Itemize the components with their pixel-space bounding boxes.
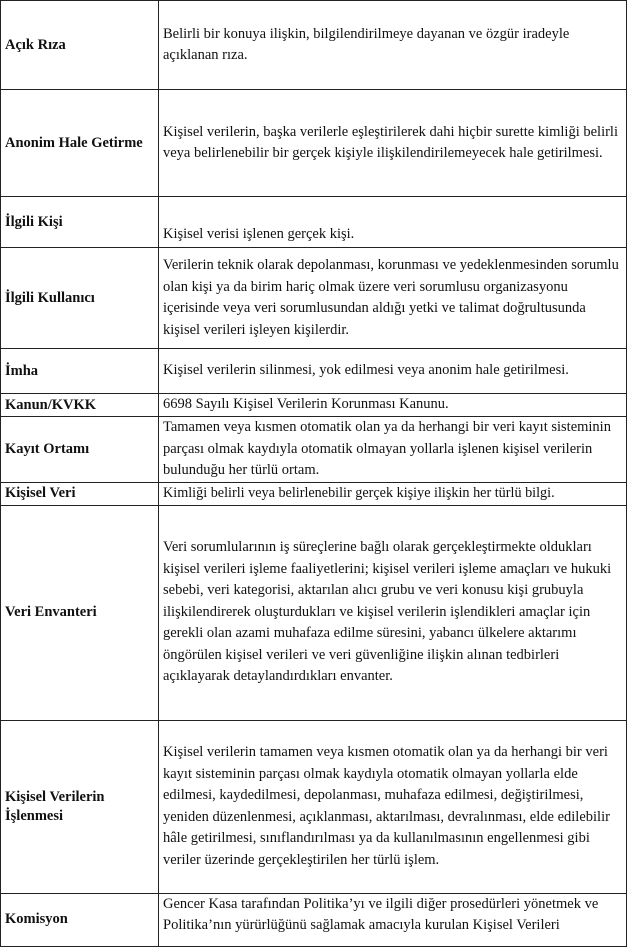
definition-cell: Veri sorumlularının iş süreçlerine bağlı olarak gerçekleştirmekte oldukları kişisel verileri işleme faaliyetlerini; kişisel verileri işleme amaçları ve hukuki sebebi, veri kategorisi, aktarılan alıcı grubu ve veri konusu kişi grubuyla ilişkilendirerek oluşturdukları ve kişisel verilerin işlendikleri amaçlar için gerekli olan azami muhafaza edilme süresini, yabancı ülkelere aktarımı öngörülen kişisel verileri ve veri güvenliğine ilişkin alınan tedbirleri açıklayarak detaylandırdıkları envanter. bbox=[159, 505, 627, 720]
term-cell: Veri Envanteri bbox=[1, 505, 159, 720]
definition-row bbox=[1, 893, 627, 946]
definition-cell: Kişisel verisi işlenen gerçek kişi. bbox=[159, 197, 627, 248]
definition-row bbox=[1, 482, 627, 505]
term-cell: Komisyon bbox=[1, 893, 159, 946]
definition-row bbox=[1, 248, 627, 349]
definition-row bbox=[1, 349, 627, 394]
term-cell: Kişisel Veri bbox=[1, 482, 159, 505]
term-cell: İlgili Kişi bbox=[1, 197, 159, 248]
definition-row bbox=[1, 417, 627, 483]
term-cell: İlgili Kullanıcı bbox=[1, 248, 159, 349]
term-cell: Anonim Hale Getirme bbox=[1, 90, 159, 197]
definition-cell: Gencer Kasa tarafından Politika’yı ve ilgili diğer prosedürleri yönetmek ve Politika’nın yürürlüğünü sağlamak amacıyla kurulan Kişisel Verileri bbox=[159, 893, 627, 946]
term-cell: İmha bbox=[1, 349, 159, 394]
term-cell: Kayıt Ortamı bbox=[1, 417, 159, 483]
definition-cell: Verilerin teknik olarak depolanması, korunması ve yedeklenmesinden sorumlu olan kişi ya da birim hariç olmak üzere veri sorumlusu organizasyonu içerisinde veya veri sorumlusundan aldığı yetki ve talimat doğrultusunda kişisel verileri işleyen kişilerdir. bbox=[159, 248, 627, 349]
definition-cell: Kişisel verilerin tamamen veya kısmen otomatik olan ya da herhangi bir veri kayıt sisteminin parçası olmak kaydıyla otomatik olmayan yollarla elde edilmesi, kaydedilmesi, depolanması, muhafaza edilmesi, değiştirilmesi, yeniden düzenlenmesi, açıklanması, aktarılması, devralınması, elde edilebilir hâle getirilmesi, sınıflandırılması ya da kullanılmasının engellenmesi gibi veriler üzerinde gerçekleştirilen her türlü işlem. bbox=[159, 720, 627, 893]
definition-cell: Kişisel verilerin, başka verilerle eşleştirilerek dahi hiçbir surette kimliği belirli veya belirlenebilir bir gerçek kişiyle ilişkilendirilemeyecek hale getirilmesi. bbox=[159, 90, 627, 197]
definition-cell: Kişisel verilerin silinmesi, yok edilmesi veya anonim hale getirilmesi. bbox=[159, 349, 627, 394]
definition-row bbox=[1, 1, 627, 90]
term-cell: Kanun/KVKK bbox=[1, 394, 159, 417]
term-cell: Açık Rıza bbox=[1, 1, 159, 90]
definition-cell: Belirli bir konuya ilişkin, bilgilendirilmeye dayanan ve özgür iradeyle açıklanan rıza. bbox=[159, 1, 627, 90]
definition-cell: Kimliği belirli veya belirlenebilir gerçek kişiye ilişkin her türlü bilgi. bbox=[159, 482, 627, 505]
definition-row bbox=[1, 90, 627, 197]
definition-cell: Tamamen veya kısmen otomatik olan ya da herhangi bir veri kayıt sisteminin parçası olmak kaydıyla otomatik olmayan yollarla işlenen kişisel verilerin bulunduğu her türlü ortam. bbox=[159, 417, 627, 483]
definition-row bbox=[1, 394, 627, 417]
definition-row bbox=[1, 720, 627, 893]
definition-row bbox=[1, 505, 627, 720]
definition-cell: 6698 Sayılı Kişisel Verilerin Korunması Kanunu. bbox=[159, 394, 627, 417]
term-cell: Kişisel Verilerin İşlenmesi bbox=[1, 720, 159, 893]
definition-row bbox=[1, 197, 627, 248]
